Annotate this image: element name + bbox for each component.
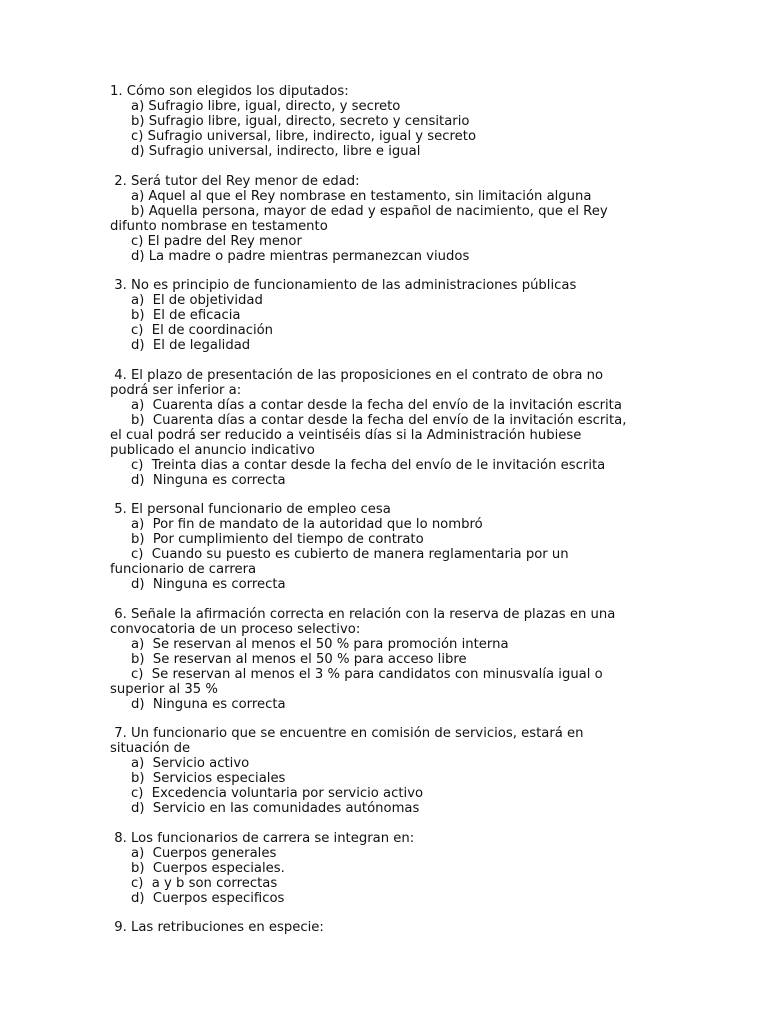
answer-option: d) Sufragio universal, indirecto, libre e igual	[131, 144, 421, 159]
question-3	[110, 278, 655, 353]
answer-option: d) Ninguna es correcta	[131, 696, 286, 712]
question-stem: 2. Será tutor del Rey menor de edad:	[110, 173, 360, 189]
answer-option: a) Sufragio libre, igual, directo, y secreto	[131, 99, 401, 114]
answer-option: a) Aquel al que el Rey nombrase en testamento, sin limitación alguna	[131, 188, 592, 204]
answer-option: b) Se reservan al menos el 50 % para acceso libre	[131, 651, 467, 667]
answer-option: b) Servicios especiales	[131, 771, 286, 786]
document-page	[110, 84, 655, 935]
question-2	[110, 174, 655, 264]
question-stem: 9. Las retribuciones en especie:	[110, 920, 324, 935]
answer-option: c) a y b son correctas	[131, 875, 278, 891]
answer-option: c) Treinta dias a contar desde la fecha del envío de le invitación escrita	[131, 457, 606, 473]
answer-option: c) Cuando su puesto es cubierto de manera reglamentaria por un funcionario de carrera	[110, 547, 569, 577]
answer-option: a) Por fin de mandato de la autoridad que lo nombró	[131, 517, 483, 532]
answer-option: d) Cuerpos especificos	[131, 890, 285, 906]
question-8	[110, 831, 655, 906]
question-stem: 5. El personal funcionario de empleo cesa	[110, 502, 391, 517]
question-7	[110, 726, 655, 816]
question-stem: 7. Un funcionario que se encuentre en comisión de servicios, estará en situación de	[110, 726, 584, 756]
answer-option: d) Servicio en las comunidades autónomas	[131, 801, 420, 816]
question-stem: 8. Los funcionarios de carrera se integran en:	[110, 830, 415, 846]
question-5	[110, 502, 655, 592]
answer-option: d) El de legalidad	[131, 338, 251, 353]
answer-option: a) Se reservan al menos el 50 % para promoción interna	[131, 636, 509, 652]
question-6	[110, 607, 655, 712]
answer-option: b) El de eficacia	[131, 308, 241, 323]
answer-option: b) Cuerpos especiales.	[131, 860, 285, 876]
question-stem: 6. Señale la afirmación correcta en relación con la reserva de plazas en una convocatoria de un proceso selectivo:	[110, 606, 616, 637]
answer-option: b) Por cumplimiento del tiempo de contrato	[131, 532, 424, 547]
answer-option: a) Cuerpos generales	[131, 845, 277, 861]
question-stem: 4. El plazo de presentación de las proposiciones en el contrato de obra no podrá ser inferior a:	[110, 367, 604, 398]
answer-option: c) Sufragio universal, libre, indirecto, igual y secreto	[131, 129, 477, 144]
answer-option: d) La madre o padre mientras permanezcan viudos	[131, 248, 470, 264]
answer-option: d) Ninguna es correcta	[131, 577, 286, 592]
answer-option: b) Aquella persona, mayor de edad y español de nacimiento, que el Rey difunto nombrase en testamento	[110, 203, 608, 234]
question-stem: 1. Cómo son elegidos los diputados:	[110, 84, 349, 99]
answer-option: c) El de coordinación	[131, 323, 274, 338]
answer-option: a) Cuarenta días a contar desde la fecha del envío de la invitación escrita	[131, 397, 622, 413]
answer-option: d) Ninguna es correcta	[131, 472, 286, 488]
answer-option: a) El de objetividad	[131, 293, 263, 308]
answer-option: c) Excedencia voluntaria por servicio activo	[131, 786, 424, 801]
answer-option: c) Se reservan al menos el 3 % para candidatos con minusvalía igual o superior al 35 %	[110, 666, 603, 697]
question-4	[110, 368, 655, 488]
answer-option: b) Sufragio libre, igual, directo, secreto y censitario	[131, 114, 470, 129]
question-1	[110, 84, 655, 159]
answer-option: b) Cuarenta días a contar desde la fecha del envío de la invitación escrita, el cual podrá ser reducido a veintiséis días si la Administración hubiese publicado el anuncio indicativo	[110, 412, 627, 458]
question-9	[110, 920, 655, 935]
answer-option: a) Servicio activo	[131, 756, 250, 771]
question-stem: 3. No es principio de funcionamiento de las administraciones públicas	[110, 278, 577, 293]
answer-option: c) El padre del Rey menor	[131, 233, 302, 249]
